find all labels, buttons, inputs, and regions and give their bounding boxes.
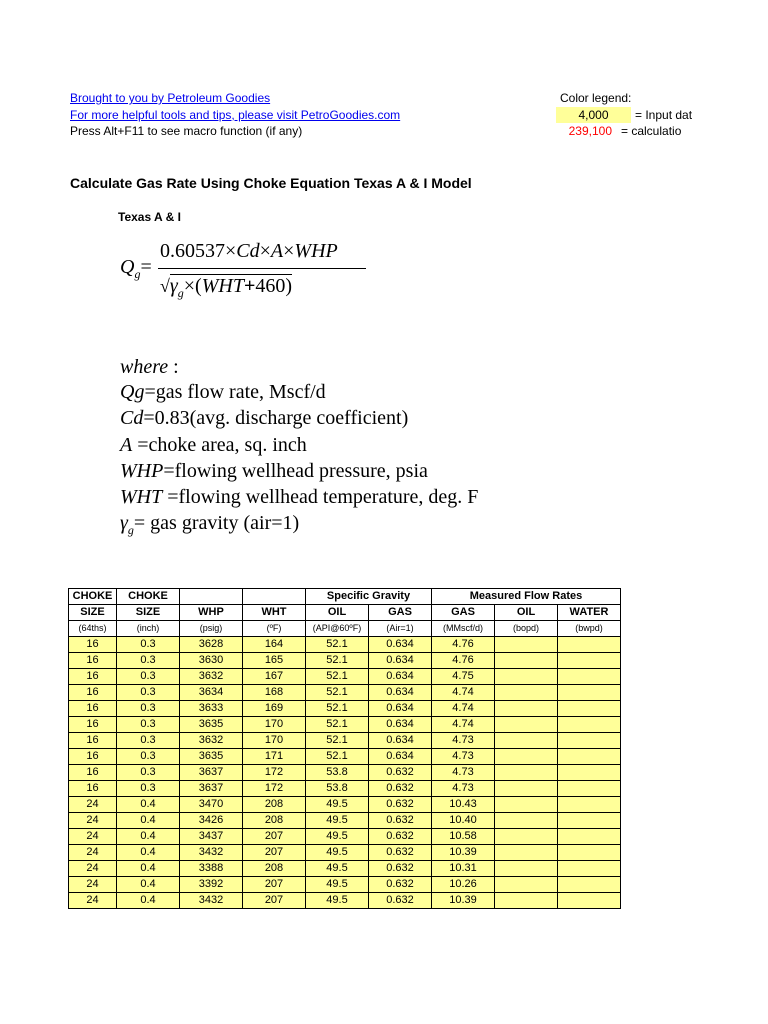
table-cell[interactable]: 0.634: [369, 749, 432, 765]
table-cell[interactable]: 170: [243, 733, 306, 749]
table-cell[interactable]: 171: [243, 749, 306, 765]
table-cell[interactable]: 208: [243, 797, 306, 813]
petrogoodies-website-link[interactable]: For more helpful tools and tips, please visit PetroGoodies.com: [70, 108, 401, 122]
table-cell[interactable]: 10.39: [432, 845, 495, 861]
table-cell[interactable]: 0.634: [369, 717, 432, 733]
table-cell[interactable]: 52.1: [306, 637, 369, 653]
table-cell[interactable]: 16: [69, 701, 117, 717]
macro-note: Press Alt+F11 to see macro function (if any): [70, 124, 303, 138]
table-cell[interactable]: 0.632: [369, 765, 432, 781]
unit-label: (psig): [180, 621, 243, 637]
table-cell[interactable]: 165: [243, 653, 306, 669]
table-cell[interactable]: 3635: [180, 717, 243, 733]
table-cell[interactable]: 24: [69, 893, 117, 909]
table-cell[interactable]: 24: [69, 829, 117, 845]
table-cell[interactable]: 170: [243, 717, 306, 733]
table-cell[interactable]: 16: [69, 653, 117, 669]
table-cell[interactable]: 53.8: [306, 781, 369, 797]
table-cell[interactable]: 4.74: [432, 701, 495, 717]
table-row: [69, 749, 621, 765]
table-cell[interactable]: [558, 813, 621, 829]
table-cell[interactable]: 3426: [180, 813, 243, 829]
table-cell[interactable]: 0.632: [369, 845, 432, 861]
table-cell[interactable]: 3637: [180, 765, 243, 781]
table-cell[interactable]: 0.3: [117, 701, 180, 717]
table-cell[interactable]: 3634: [180, 685, 243, 701]
table-cell[interactable]: [495, 845, 558, 861]
table-cell[interactable]: 0.632: [369, 861, 432, 877]
table-cell[interactable]: 3432: [180, 893, 243, 909]
table-cell[interactable]: 10.40: [432, 813, 495, 829]
unit-label: (ºF): [243, 621, 306, 637]
col-group-specific-gravity: Specific Gravity: [306, 589, 432, 605]
table-cell[interactable]: 10.58: [432, 829, 495, 845]
table-cell[interactable]: 4.76: [432, 653, 495, 669]
table-cell[interactable]: [558, 669, 621, 685]
table-row: [69, 637, 621, 653]
table-cell[interactable]: 0.4: [117, 845, 180, 861]
table-cell[interactable]: [558, 861, 621, 877]
table-cell[interactable]: 3628: [180, 637, 243, 653]
table-cell[interactable]: 52.1: [306, 749, 369, 765]
table-row: [69, 845, 621, 861]
table-cell[interactable]: 3470: [180, 797, 243, 813]
petroleum-goodies-link[interactable]: Brought to you by Petroleum Goodies: [70, 91, 271, 105]
column-header: OIL: [306, 605, 369, 621]
table-cell[interactable]: 3635: [180, 749, 243, 765]
table-cell[interactable]: 3637: [180, 781, 243, 797]
column-header: OIL: [495, 605, 558, 621]
table-cell[interactable]: [495, 669, 558, 685]
table-row: [69, 877, 621, 893]
page-title: Calculate Gas Rate Using Choke Equation Texas A & I Model: [70, 175, 472, 191]
table-cell[interactable]: 16: [69, 765, 117, 781]
equation-numerator: 0.60537×Cd×A×WHP: [160, 240, 338, 262]
table-cell[interactable]: 0.634: [369, 685, 432, 701]
unit-label: (Air=1): [369, 621, 432, 637]
table-cell[interactable]: [495, 749, 558, 765]
table-cell[interactable]: 4.73: [432, 765, 495, 781]
table-cell[interactable]: [495, 813, 558, 829]
table-cell[interactable]: [558, 637, 621, 653]
column-header: WHT: [243, 605, 306, 621]
table-cell[interactable]: 49.5: [306, 845, 369, 861]
choke-data-table: [68, 588, 621, 909]
def-wht: WHT =flowing wellhead temperature, deg. F: [120, 486, 479, 508]
table-cell[interactable]: 0.3: [117, 717, 180, 733]
col-group-blank-whp: [180, 589, 243, 605]
table-cell[interactable]: [495, 877, 558, 893]
table-cell[interactable]: 0.634: [369, 701, 432, 717]
table-cell[interactable]: [558, 717, 621, 733]
column-header: WHP: [180, 605, 243, 621]
table-row: [69, 797, 621, 813]
table-cell[interactable]: 24: [69, 861, 117, 877]
column-header: GAS: [369, 605, 432, 621]
table-cell[interactable]: [495, 701, 558, 717]
table-cell[interactable]: 16: [69, 685, 117, 701]
table-row: [69, 733, 621, 749]
col-group-choke-inch: CHOKE: [117, 589, 180, 605]
legend-input-sample: 4,000: [556, 107, 631, 123]
table-cell[interactable]: 16: [69, 669, 117, 685]
column-header: SIZE: [117, 605, 180, 621]
table-cell[interactable]: [495, 861, 558, 877]
table-cell[interactable]: 16: [69, 781, 117, 797]
equation-lhs: $Q_g=$: [120, 256, 152, 281]
table-cell[interactable]: [495, 765, 558, 781]
table-cell[interactable]: 0.3: [117, 653, 180, 669]
color-legend-title: Color legend:: [560, 91, 632, 105]
table-cell[interactable]: 0.3: [117, 669, 180, 685]
table-cell[interactable]: 0.632: [369, 797, 432, 813]
table-cell[interactable]: 16: [69, 717, 117, 733]
table-row: [69, 861, 621, 877]
table-cell[interactable]: [558, 797, 621, 813]
table-cell[interactable]: 0.632: [369, 781, 432, 797]
table-cell[interactable]: 49.5: [306, 893, 369, 909]
table-cell[interactable]: [558, 749, 621, 765]
unit-label: (MMscf/d): [432, 621, 495, 637]
table-cell[interactable]: 0.4: [117, 877, 180, 893]
table-cell[interactable]: 3392: [180, 877, 243, 893]
table-body: [69, 637, 621, 909]
unit-label: (bwpd): [558, 621, 621, 637]
table-row: [69, 765, 621, 781]
table-cell[interactable]: [558, 733, 621, 749]
table-cell[interactable]: 24: [69, 877, 117, 893]
table-cell[interactable]: 0.4: [117, 861, 180, 877]
table-cell[interactable]: [495, 733, 558, 749]
table-cell[interactable]: 10.31: [432, 861, 495, 877]
col-group-measured-flow-rates: Measured Flow Rates: [432, 589, 621, 605]
table-row: [69, 781, 621, 797]
table-cell[interactable]: 0.634: [369, 637, 432, 653]
table-cell[interactable]: [558, 829, 621, 845]
table-cell[interactable]: 207: [243, 877, 306, 893]
table-cell[interactable]: [495, 653, 558, 669]
table-cell[interactable]: [558, 781, 621, 797]
table-cell[interactable]: 4.73: [432, 733, 495, 749]
table-row: [69, 813, 621, 829]
fraction-bar: [158, 268, 366, 269]
table-cell[interactable]: 207: [243, 829, 306, 845]
table-cell[interactable]: 49.5: [306, 861, 369, 877]
legend-calc-label: = calculatio: [621, 124, 682, 138]
column-header: SIZE: [69, 605, 117, 621]
table-cell[interactable]: 3432: [180, 845, 243, 861]
table-cell[interactable]: 10.26: [432, 877, 495, 893]
table-cell[interactable]: 0.4: [117, 829, 180, 845]
table-cell[interactable]: 0.634: [369, 733, 432, 749]
unit-label: (bopd): [495, 621, 558, 637]
table-cell[interactable]: 0.3: [117, 765, 180, 781]
unit-label: (inch): [117, 621, 180, 637]
table-cell[interactable]: 0.3: [117, 781, 180, 797]
table-cell[interactable]: 24: [69, 845, 117, 861]
table-cell[interactable]: 4.75: [432, 669, 495, 685]
table-cell[interactable]: [495, 781, 558, 797]
table-cell[interactable]: 16: [69, 733, 117, 749]
table-cell[interactable]: 24: [69, 813, 117, 829]
table-cell[interactable]: 52.1: [306, 653, 369, 669]
table-cell[interactable]: [495, 717, 558, 733]
def-qg: Qg=gas flow rate, Mscf/d: [120, 381, 326, 403]
table-cell[interactable]: 0.634: [369, 653, 432, 669]
table-cell[interactable]: 52.1: [306, 669, 369, 685]
table-cell[interactable]: [558, 653, 621, 669]
table-cell[interactable]: 169: [243, 701, 306, 717]
table-cell[interactable]: [495, 637, 558, 653]
table-cell[interactable]: 16: [69, 749, 117, 765]
table-cell[interactable]: 0.3: [117, 733, 180, 749]
table-cell[interactable]: [558, 685, 621, 701]
table-cell[interactable]: [558, 701, 621, 717]
table-cell[interactable]: [558, 845, 621, 861]
table-cell[interactable]: 52.1: [306, 701, 369, 717]
table-cell[interactable]: 208: [243, 813, 306, 829]
table-row: [69, 685, 621, 701]
table-cell[interactable]: 52.1: [306, 685, 369, 701]
table-cell[interactable]: 52.1: [306, 717, 369, 733]
table-cell[interactable]: 4.74: [432, 717, 495, 733]
table-cell[interactable]: 207: [243, 893, 306, 909]
column-header: WATER: [558, 605, 621, 621]
table-cell[interactable]: 0.634: [369, 669, 432, 685]
table-cell[interactable]: 0.3: [117, 637, 180, 653]
table-cell[interactable]: [558, 893, 621, 909]
table-cell[interactable]: [495, 685, 558, 701]
table-cell[interactable]: 10.39: [432, 893, 495, 909]
table-cell[interactable]: 3632: [180, 733, 243, 749]
table-cell[interactable]: 3388: [180, 861, 243, 877]
table-cell[interactable]: 172: [243, 765, 306, 781]
table-row: [69, 717, 621, 733]
table-cell[interactable]: 10.43: [432, 797, 495, 813]
units-row: [69, 621, 621, 637]
table-cell[interactable]: 3632: [180, 669, 243, 685]
table-cell[interactable]: 53.8: [306, 765, 369, 781]
column-header: GAS: [432, 605, 495, 621]
where-label: where :: [120, 356, 179, 378]
table-cell[interactable]: [558, 765, 621, 781]
table-cell[interactable]: 0.632: [369, 877, 432, 893]
column-header-row: [69, 605, 621, 621]
table-cell[interactable]: 3630: [180, 653, 243, 669]
legend-calc-sample: 239,100: [568, 124, 612, 138]
col-group-blank-wht: [243, 589, 306, 605]
table-row: [69, 669, 621, 685]
table-cell[interactable]: 3633: [180, 701, 243, 717]
table-cell[interactable]: 49.5: [306, 877, 369, 893]
table-cell[interactable]: 168: [243, 685, 306, 701]
equation-denominator: $√\gamma_g\times(WHT+460)$: [160, 275, 293, 300]
table-row: [69, 829, 621, 845]
table-cell[interactable]: 49.5: [306, 829, 369, 845]
table-cell[interactable]: 0.4: [117, 893, 180, 909]
table-row: [69, 653, 621, 669]
table-cell[interactable]: [495, 797, 558, 813]
col-group-choke-64ths: CHOKE: [69, 589, 117, 605]
table-cell[interactable]: 164: [243, 637, 306, 653]
table-cell[interactable]: 0.632: [369, 893, 432, 909]
table-cell[interactable]: 208: [243, 861, 306, 877]
unit-label: (API@60ºF): [306, 621, 369, 637]
table-cell[interactable]: 172: [243, 781, 306, 797]
legend-input-label: = Input dat: [635, 108, 693, 122]
table-cell[interactable]: 4.74: [432, 685, 495, 701]
table-cell[interactable]: 4.76: [432, 637, 495, 653]
def-gamma-g: $\gamma_g=$ gas gravity (air=1): [120, 512, 300, 537]
table-cell[interactable]: 49.5: [306, 813, 369, 829]
table-cell[interactable]: 16: [69, 637, 117, 653]
table-cell[interactable]: [495, 893, 558, 909]
group-header-row: [69, 589, 621, 605]
table-cell[interactable]: [558, 877, 621, 893]
table-row: [69, 893, 621, 909]
table-cell[interactable]: 207: [243, 845, 306, 861]
table-cell[interactable]: 4.73: [432, 781, 495, 797]
table-cell[interactable]: 0.3: [117, 749, 180, 765]
table-cell[interactable]: 0.4: [117, 797, 180, 813]
table-cell[interactable]: [495, 829, 558, 845]
table-cell[interactable]: 0.3: [117, 685, 180, 701]
table-cell[interactable]: 52.1: [306, 733, 369, 749]
table-cell[interactable]: 0.4: [117, 813, 180, 829]
table-cell[interactable]: 24: [69, 797, 117, 813]
def-whp: WHP=flowing wellhead pressure, psia: [120, 460, 428, 482]
table-cell[interactable]: 3437: [180, 829, 243, 845]
table-cell[interactable]: 0.632: [369, 829, 432, 845]
table-row: [69, 701, 621, 717]
unit-label: (64ths): [69, 621, 117, 637]
def-cd: Cd=0.83(avg. discharge coefficient): [120, 407, 409, 429]
table-cell[interactable]: 4.73: [432, 749, 495, 765]
def-a: A =choke area, sq. inch: [120, 434, 307, 456]
table-cell[interactable]: 167: [243, 669, 306, 685]
table-cell[interactable]: 49.5: [306, 797, 369, 813]
model-subtitle: Texas A & I: [118, 210, 181, 224]
table-cell[interactable]: 0.632: [369, 813, 432, 829]
